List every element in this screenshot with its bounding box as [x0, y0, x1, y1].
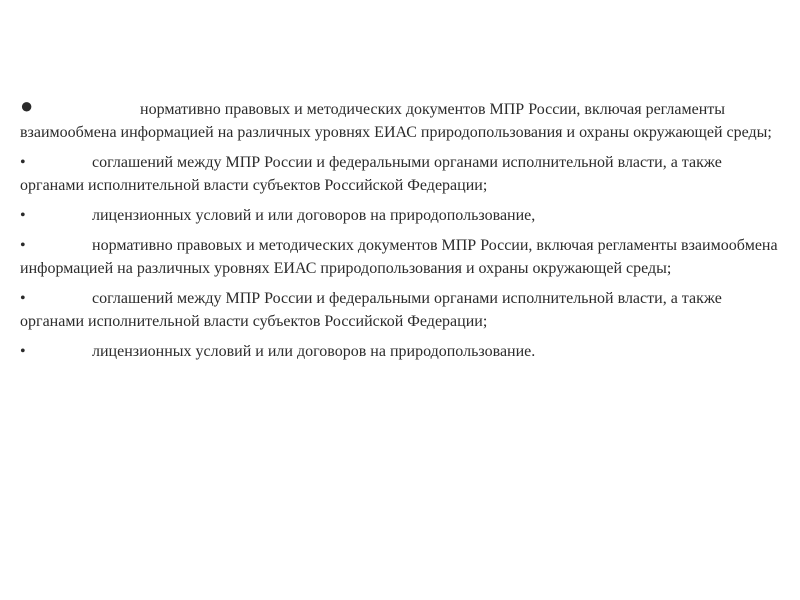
bullet-list [20, 93, 780, 370]
bullet-icon: • [20, 290, 26, 307]
list-item [20, 340, 780, 363]
list-item-text: нормативно правовых и методических документов МПР России, включая регламенты взаимообмена информацией на различных уровнях ЕИАС природопользования и охраны окружающей среды; [20, 101, 772, 141]
bullet-icon: • [20, 237, 26, 254]
list-item [20, 234, 780, 280]
list-item [20, 93, 780, 144]
list-item-text: лицензионных условий и или договоров на природопользование, [92, 207, 536, 224]
bullet-icon: • [20, 207, 26, 224]
list-item [20, 204, 780, 227]
list-item-text: соглашений между МПР России и федеральными органами исполнительной власти, а также органами исполнительной власти субъектов Российской Федерации; [20, 290, 722, 330]
list-item-text: лицензионных условий и или договоров на природопользование. [92, 343, 536, 360]
bullet-icon: • [20, 154, 26, 171]
list-item-text: соглашений между МПР России и федеральными органами исполнительной власти, а также органами исполнительной власти субъектов Российской Федерации; [20, 154, 722, 194]
list-item-text: нормативно правовых и методических документов МПР России, включая регламенты взаимообмена информацией на различных уровнях ЕИАС природопользования и охраны окружающей среды; [20, 237, 778, 277]
bullet-icon: ● [20, 93, 34, 118]
bullet-icon: • [20, 343, 26, 360]
list-item [20, 151, 780, 197]
list-item [20, 287, 780, 333]
